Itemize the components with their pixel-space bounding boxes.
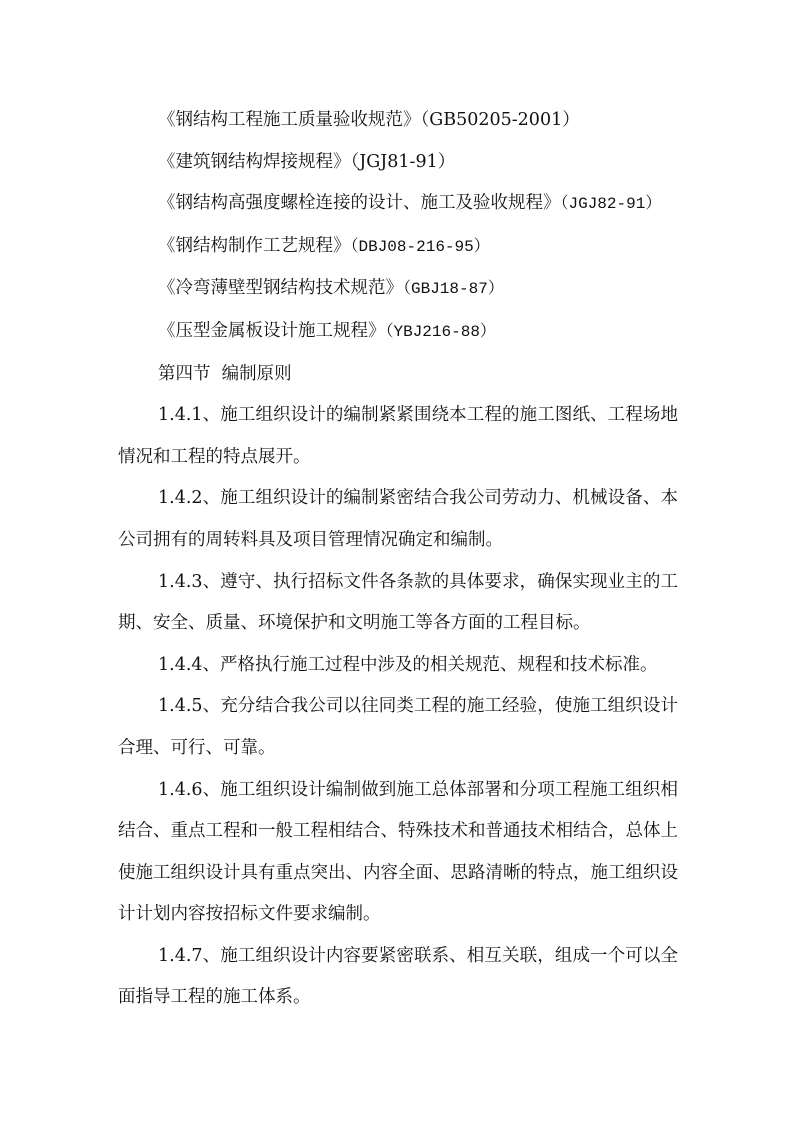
paragraph-1-4-3: 1.4.3、遵守、执行招标文件各条款的具体要求，确保实现业主的工期、安全、质量、环境保护和文明施工等各方面的工程目标。 [118, 571, 678, 634]
paragraph-1-4-2: 1.4.2、施工组织设计的编制紧密结合我公司劳动力、机械设备、本公司拥有的周转料具及项目管理情况确定和编制。 [118, 488, 678, 550]
reference-item [118, 142, 678, 184]
reference-code: （DBJ08-216-95） [350, 237, 490, 256]
section-heading: 第四节 编制原则 [158, 363, 292, 384]
paragraph-1-4-4: 1.4.4、严格执行施工过程中涉及的相关规范、规程和技术标准。 [158, 654, 658, 675]
reference-code: （JGJ82-91） [560, 195, 662, 214]
reference-title: 《钢结构高强度螺栓连接的设计、施工及验收规程》 [158, 193, 561, 214]
paragraph-1-4-6: 1.4.6、施工组织设计编制做到施工总体部署和分项工程施工组织相结合、重点工程和一般工程相结合、特殊技术和普通技术相结合，总体上使施工组织设计具有重点突出、内容全面、思路清晰的特点，施工组织设计计划内容按招标文件要求编制。 [118, 779, 678, 925]
reference-item [118, 183, 678, 226]
reference-title: 《钢结构工程施工质量验收规范》 [158, 110, 421, 130]
reference-item [118, 100, 678, 142]
reference-code: （GBJ18-87） [403, 280, 504, 299]
reference-title: 《钢结构制作工艺规程》 [158, 235, 351, 256]
reference-item [118, 268, 678, 311]
paragraph-1-4-5: 1.4.5、充分结合我公司以往同类工程的施工经验，使施工组织设计合理、可行、可靠。 [118, 696, 678, 758]
reference-title: 《建筑钢结构焊接规程》 [158, 151, 351, 172]
reference-code: （GB50205-2001） [420, 110, 580, 130]
paragraph-1-4-1: 1.4.1、施工组织设计的编制紧紧围绕本工程的施工图纸、工程场地情况和工程的特点展开。 [118, 405, 678, 467]
reference-item [118, 311, 678, 354]
document-page [118, 100, 678, 1019]
reference-code: （YBJ216-88） [385, 322, 496, 341]
paragraph-1-4-7: 1.4.7、施工组织设计内容要紧密联系、相互关联，组成一个可以全面指导工程的施工体系。 [118, 945, 678, 1008]
reference-title: 《冷弯薄壁型钢结构技术规范》 [158, 278, 403, 299]
reference-code: （JGJ81-91） [350, 151, 456, 172]
reference-title: 《压型金属板设计施工规程》 [158, 320, 386, 341]
reference-item [118, 226, 678, 269]
